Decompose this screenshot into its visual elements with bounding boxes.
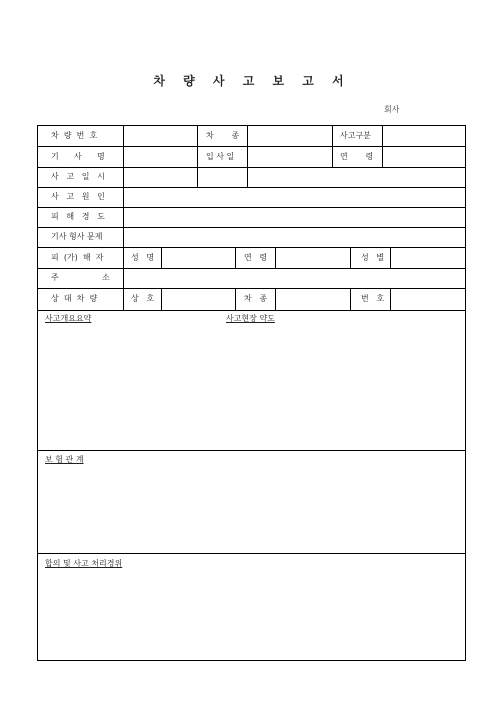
hire-date-label: 입 사 일 [206, 152, 235, 161]
number-label: 번 호 [361, 294, 385, 303]
column-divider [235, 247, 236, 268]
driver-name-label: 기 사 명 [51, 152, 105, 161]
column-divider [390, 247, 391, 268]
row-divider [38, 268, 465, 269]
column-divider [235, 288, 236, 310]
accident-cause-label: 사 고 원 인 [51, 192, 105, 201]
row-divider [38, 187, 465, 188]
vehicle-number-label: 차 량 번 호 [51, 131, 98, 140]
row-divider [38, 146, 465, 147]
column-divider [382, 126, 383, 167]
column-divider [123, 126, 124, 310]
column-divider [350, 288, 351, 310]
row-divider [38, 288, 465, 289]
name-label: 성 명 [131, 253, 155, 262]
column-divider [332, 126, 333, 167]
business-name-label: 상 호 [131, 294, 155, 303]
accident-summary-label: 사고개요요약 [45, 314, 92, 323]
accident-report-form [37, 125, 466, 661]
row-divider [38, 227, 465, 228]
row-divider [38, 247, 465, 248]
vehicle-type-label: 차 종 [244, 294, 268, 303]
accident-category-label: 사고구분 [340, 131, 371, 140]
column-divider [197, 167, 198, 187]
accident-scene-sketch-label: 사고현장 약도 [226, 314, 275, 323]
insurance-label: 보 험 관 계 [45, 455, 84, 464]
damage-extent-label: 피 해 경 도 [51, 212, 105, 221]
gender-label: 성 별 [361, 253, 385, 262]
column-divider [161, 247, 162, 268]
age-label: 연 령 [244, 253, 268, 262]
column-divider [161, 288, 162, 310]
accident-datetime-label: 사 고 일 시 [51, 172, 105, 181]
column-divider [247, 126, 248, 167]
address-label: 주 소 [51, 273, 110, 282]
row-divider [38, 207, 465, 208]
column-divider [197, 126, 198, 167]
victim-offender-label: 피 (가) 해 자 [51, 253, 104, 262]
vehicle-type-label: 차 종 [206, 131, 240, 140]
company-label: 회사 [384, 105, 400, 114]
row-divider [38, 310, 465, 311]
column-divider [247, 167, 248, 187]
settlement-label: 합의 및 사고 처리경위 [45, 559, 123, 568]
other-vehicle-label: 상 대 차 량 [51, 294, 98, 303]
column-divider [275, 288, 276, 310]
age-label: 연 령 [340, 152, 374, 161]
column-divider [390, 288, 391, 310]
section-divider [38, 553, 465, 554]
section-divider [38, 450, 465, 451]
driver-criminal-issue-label: 기사 형사 문제 [51, 232, 103, 241]
column-divider [275, 247, 276, 268]
row-divider [38, 167, 465, 168]
column-divider [350, 247, 351, 268]
page-title: 차 량 사 고 보 고 서 [153, 74, 351, 88]
